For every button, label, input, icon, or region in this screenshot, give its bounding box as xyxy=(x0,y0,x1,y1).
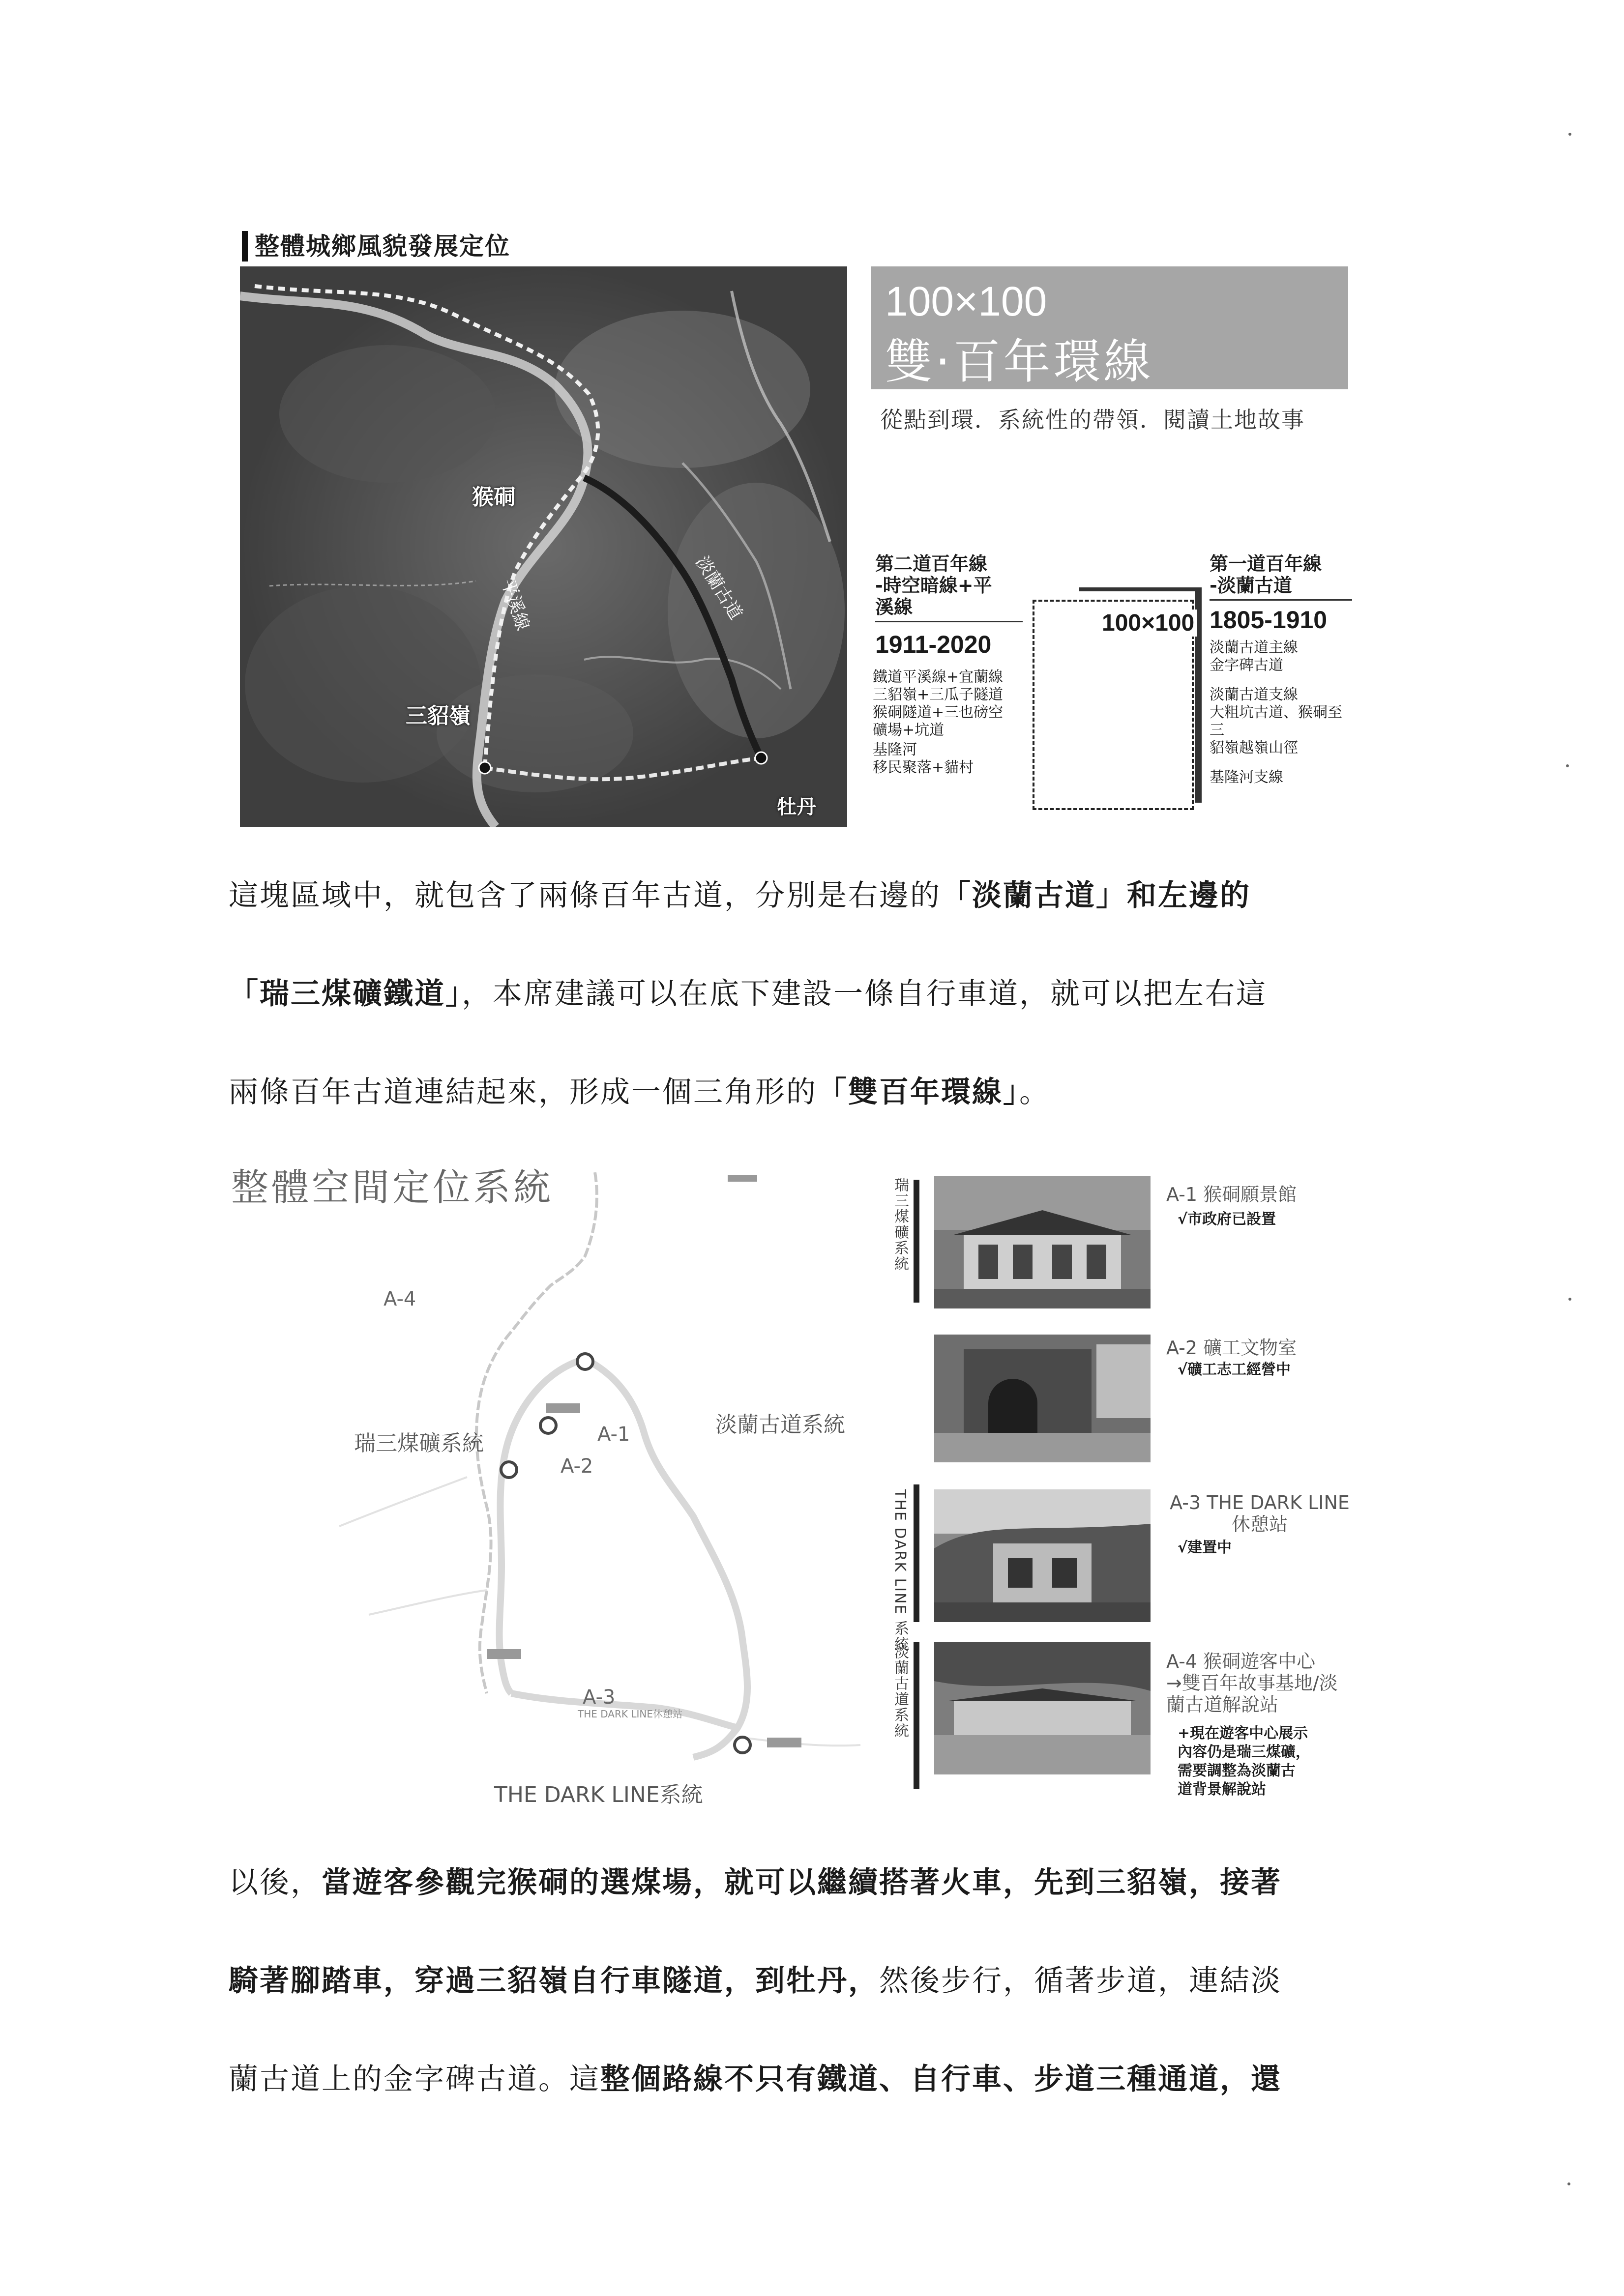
list-item: 金字碑古道 xyxy=(1210,657,1283,674)
paragraph-2-line-2 xyxy=(229,1961,1355,2001)
system-label-danlan: 淡蘭古道系統 xyxy=(891,1644,909,1739)
text-run-bold: 當遊客參觀完猴硐的選煤場，就可以繼續搭著火車，先到三貂嶺，接著 xyxy=(322,1865,1282,1900)
paragraph-1-line-3 xyxy=(229,1073,1355,1112)
list-item: 淡蘭古道主線 xyxy=(1210,639,1298,656)
paragraph-2-line-3 xyxy=(229,2060,1355,2099)
text-run: 以後， xyxy=(229,1865,322,1900)
diagram-label-darkline-system: THE DARK LINE系統 xyxy=(494,1782,703,1807)
photo-graphic xyxy=(934,1642,1151,1774)
scan-speck xyxy=(1566,764,1569,767)
text-run-bold: 騎著腳踏車，穿過三貂嶺自行車隧道，到牡丹， xyxy=(229,1964,879,1998)
photo-darkline-rest-stop xyxy=(934,1489,1151,1622)
text-run-bold: 「瑞三煤礦鐵道」 xyxy=(229,977,462,1011)
diagram-label-danlan-system: 淡蘭古道系統 xyxy=(715,1412,845,1437)
list-item: 貂嶺越嶺山徑 xyxy=(1210,739,1298,756)
system-bar-ruisan xyxy=(914,1180,919,1303)
system-label-darkline: THE DARK LINE 系統 xyxy=(891,1489,909,1653)
item-a4-title: A-4 猴硐遊客中心 →雙百年故事基地/淡 蘭古道解說站 xyxy=(1166,1651,1338,1715)
text-run: 蘭古道上的金字碑古道。這 xyxy=(229,2062,600,2096)
header-subtitle: 從點到環．系統性的帶領．閱讀土地故事 xyxy=(880,407,1305,433)
item-a4-note: +現在遊客中心展示 內容仍是瑞三煤礦， 需要調整為淡蘭古 道背景解說站 xyxy=(1178,1725,1310,1798)
first-line-items xyxy=(1210,639,1352,786)
list-item: 大粗坑古道、猴硐至三 xyxy=(1210,704,1342,739)
item-a3-title: A-3 THE DARK LINE 休憩站 xyxy=(1170,1492,1350,1535)
section-title-spatial-system: 整體空間定位系統 xyxy=(231,1165,554,1209)
text-run: 然後步行，循著步道，連結淡 xyxy=(879,1964,1282,1998)
text-run: ，本席建議可以在底下建設一條自行車道，就可以把左右這 xyxy=(462,977,1267,1011)
section-title-urban-rural: 整體城鄉風貌發展定位 xyxy=(242,231,510,262)
times-100-label: 100×100 xyxy=(1099,610,1197,637)
map-label-pingxi-line: 平溪線 xyxy=(497,576,533,633)
list-item: 猴硐隧道+三也磅空 xyxy=(873,704,1004,721)
diagram-label-a1: A-1 xyxy=(597,1423,630,1446)
list-item: 鐵道平溪線+宜蘭線 xyxy=(873,668,1004,686)
scan-speck xyxy=(1568,1298,1571,1301)
paragraph-1-line-1 xyxy=(229,876,1355,915)
first-line-heading: 第一道百年線 -淡蘭古道 xyxy=(1210,553,1352,601)
diagram-label-a3-sub: THE DARK LINE休憩站 xyxy=(578,1708,682,1720)
photo-graphic xyxy=(934,1335,1151,1462)
header-title: 雙·百年環線 xyxy=(885,334,1154,389)
list-item: 礦場+坑道 xyxy=(873,722,945,739)
text-run: 兩條百年古道連結起來，形成一個三角形的 xyxy=(229,1075,817,1109)
aerial-map-graphic xyxy=(240,266,847,827)
scan-speck xyxy=(1568,133,1571,136)
second-line-heading: 第二道百年線 -時空暗線+平 溪線 xyxy=(875,553,1023,622)
paragraph-2-line-1 xyxy=(229,1863,1355,1902)
diagram-label-a4: A-4 xyxy=(384,1288,416,1310)
first-line-years: 1805-1910 xyxy=(1210,606,1328,634)
second-line-items xyxy=(873,668,1035,777)
scan-speck xyxy=(1567,2182,1570,2185)
paragraph-1-line-2 xyxy=(229,974,1355,1014)
item-a1-title: A-1 猴硐願景館 xyxy=(1166,1184,1297,1205)
system-bar-danlan xyxy=(914,1642,919,1789)
map-label-danlan-trail: 淡蘭古道 xyxy=(691,552,746,624)
item-a2-title: A-2 礦工文物室 xyxy=(1166,1337,1297,1359)
map-label-sandiaoling: 三貂嶺 xyxy=(406,703,471,728)
header-number: 100×100 xyxy=(885,278,1047,324)
list-item: 淡蘭古道支線 xyxy=(1210,686,1298,703)
text-run: 。 xyxy=(1019,1075,1050,1109)
system-bar-darkline xyxy=(914,1484,919,1622)
second-line-years: 1911-2020 xyxy=(875,631,992,658)
diagram-label-ruisan-system: 瑞三煤礦系統 xyxy=(354,1431,484,1456)
photo-graphic xyxy=(934,1176,1151,1308)
aerial-map xyxy=(240,266,847,827)
list-item: 基隆河支線 xyxy=(1210,769,1283,786)
photo-miners-museum xyxy=(934,1335,1151,1462)
diagram-label-a3: A-3 xyxy=(583,1686,616,1709)
photo-visitor-center xyxy=(934,1642,1151,1774)
item-a3-note: √建置中 xyxy=(1178,1539,1232,1556)
system-label-ruisan: 瑞三煤礦系統 xyxy=(891,1177,909,1272)
text-run-bold: 「淡蘭古道」和左邊的 xyxy=(941,878,1251,913)
list-item: 移民聚落+貓村 xyxy=(873,759,974,776)
diagram-label-a2: A-2 xyxy=(561,1455,593,1478)
photo-graphic xyxy=(934,1489,1151,1622)
list-item: 基隆河 xyxy=(873,741,917,758)
text-run-bold: 整個路線不只有鐵道、自行車、步道三種通道，還 xyxy=(600,2062,1282,2096)
photo-houtong-vision-hall xyxy=(934,1176,1151,1308)
map-label-mudan: 牡丹 xyxy=(777,796,816,818)
list-item: 三貂嶺+三瓜子隧道 xyxy=(873,686,1004,703)
text-run-bold: 「雙百年環線」 xyxy=(817,1075,1019,1109)
item-a2-note: √礦工志工經營中 xyxy=(1178,1361,1291,1378)
text-run: 這塊區域中，就包含了兩條百年古道，分別是右邊的 xyxy=(229,878,941,913)
map-label-houtong: 猴硐 xyxy=(472,485,515,510)
item-a1-note: √市政府已設置 xyxy=(1178,1211,1276,1228)
